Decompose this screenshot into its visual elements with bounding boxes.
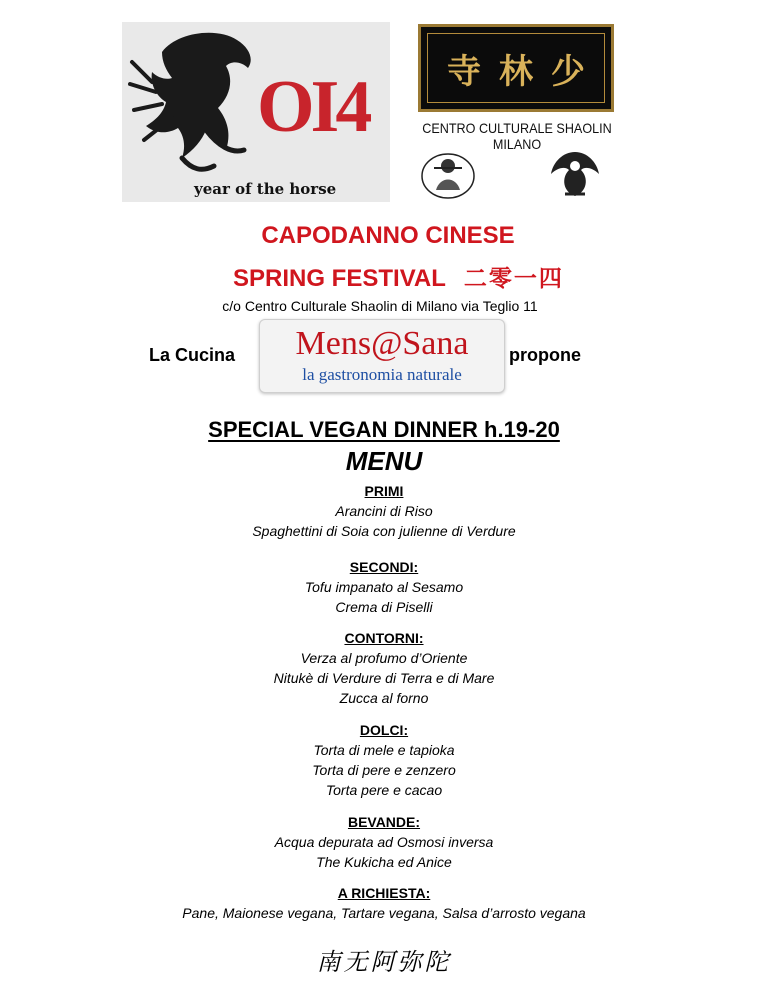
event-title: CAPODANNO CINESE	[261, 222, 515, 249]
menu-item: Arancini di Riso	[335, 503, 433, 519]
menu-item: Acqua depurata ad Osmosi inversa	[274, 834, 494, 850]
shaolin-sign	[418, 24, 614, 112]
course-dolci	[0, 720, 768, 800]
event-subtitle-text: SPRING FESTIVAL	[233, 265, 446, 292]
mens-sana-logo	[259, 319, 505, 393]
course-contorni	[0, 628, 768, 708]
course-secondi	[0, 557, 768, 617]
menu-item: Nitukè di Verdure di Terra e di Mare	[273, 670, 495, 686]
propone-label: propone	[509, 345, 581, 365]
course-primi	[0, 481, 768, 541]
menu-item: Crema di Piselli	[335, 599, 433, 615]
brand-tagline: la gastronomia naturale	[302, 365, 462, 384]
shaolin-chars: 寺林少	[447, 51, 603, 92]
menu-title: MENU	[345, 446, 423, 476]
course-heading: DOLCI:	[359, 722, 409, 738]
course-heading: PRIMI	[364, 483, 404, 499]
warrior-emblem-icon	[418, 150, 478, 200]
footer-chinese-text: 南无阿弥陀	[316, 948, 452, 976]
menu-item: Torta pere e cacao	[325, 782, 443, 798]
course-heading: A RICHIESTA:	[337, 885, 431, 901]
menu-item: Torta di mele e tapioka	[313, 742, 455, 758]
course-heading: CONTORNI:	[344, 630, 424, 646]
menu-item: Zucca al forno	[339, 690, 429, 706]
cucina-label: La Cucina	[149, 345, 236, 365]
year-number: OI4	[257, 66, 369, 148]
year-of-horse-logo	[122, 22, 390, 202]
menu-item: Spaghettini di Soia con julienne di Verdure	[252, 523, 516, 539]
course-bevande	[0, 812, 768, 872]
special-dinner-title: SPECIAL VEGAN DINNER h.19-20	[208, 417, 560, 442]
course-a-richiesta	[0, 883, 768, 923]
course-heading: SECONDI:	[349, 559, 419, 575]
menu-item: The Kukicha ed Anice	[316, 854, 452, 870]
brand-name: Mens@Sana	[295, 325, 469, 362]
menu-item: Pane, Maionese vegana, Tartare vegana, Salsa d’arrosto vegana	[182, 905, 586, 921]
shaolin-name-line1: CENTRO CULTURALE SHAOLIN	[422, 120, 612, 136]
meditating-monk-icon	[545, 148, 605, 200]
venue-address: c/o Centro Culturale Shaolin di Milano via Teglio 11	[222, 298, 538, 314]
menu-item: Tofu impanato al Sesamo	[304, 579, 464, 595]
menu-item: Torta di pere e zenzero	[312, 762, 456, 778]
event-subtitle-chinese: 二零一四	[463, 265, 564, 292]
event-subtitle	[233, 260, 564, 293]
course-heading: BEVANDE:	[347, 814, 421, 830]
year-caption: year of the horse	[194, 180, 337, 198]
shaolin-name-line2: MILANO	[492, 136, 542, 152]
menu-item: Verza al profumo d’Oriente	[300, 650, 468, 666]
